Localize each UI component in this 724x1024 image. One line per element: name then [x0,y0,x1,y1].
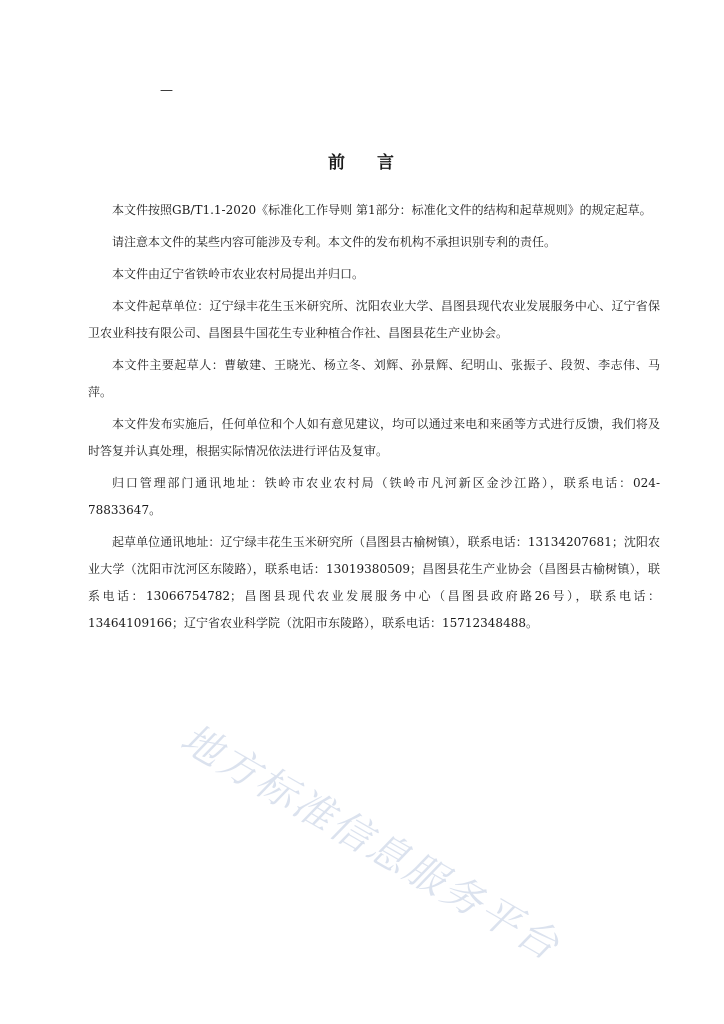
watermark: 地方标准信息服务平台 [172,715,569,971]
paragraph-authority-address: 归口管理部门通讯地址：铁岭市农业农村局（铁岭市凡河新区金沙江路），联系电话：024-78833647。 [88,476,660,517]
paragraph-proposer: 本文件由辽宁省铁岭市农业农村局提出并归口。 [112,267,365,281]
title-char-2: 言 [377,153,396,173]
paragraph-feedback: 本文件发布实施后，任何单位和个人如有意见建议，均可以通过来电和来函等方式进行反馈，我们将及时答复并认真处理，根据实际情况依法进行评估及复审。 [88,417,660,458]
page-title [0,148,724,173]
paragraph-drafting-units: 本文件起草单位：辽宁绿丰花生玉米研究所、沈阳农业大学、昌图县现代农业发展服务中心、辽宁省保卫农业科技有限公司、昌图县牛国花生专业种植合作社、昌图县花生产业协会。 [88,299,660,340]
paragraph-drafting-addresses: 起草单位通讯地址：辽宁绿丰花生玉米研究所（昌图县古榆树镇），联系电话：13134207681；沈阳农业大学（沈阳市沈河区东陵路），联系电话：13019380509；昌图县花生产业协会（昌图县古榆树镇），联系电话：13066754782；昌图县现代农业发展服务中心（昌图县政府路26号），联系电话：13464109166；辽宁省农业科学院（沈阳市东陵路），联系电话：15712348488。 [88,535,660,630]
paragraph-drafters: 本文件主要起草人：曹敏建、王晓光、杨立冬、刘辉、孙景辉、纪明山、张振子、段贺、李志伟、马萍。 [88,358,660,399]
paragraph-standard-basis: 本文件按照GB/T1.1-2020《标准化工作导则 第1部分：标准化文件的结构和起草规则》的规定起草。 [112,203,652,217]
header-dash: — [160,83,173,98]
title-char-1: 前 [328,153,347,173]
foreword-body [88,197,660,637]
paragraph-patent-notice: 请注意本文件的某些内容可能涉及专利。本文件的发布机构不承担识别专利的责任。 [112,235,557,249]
